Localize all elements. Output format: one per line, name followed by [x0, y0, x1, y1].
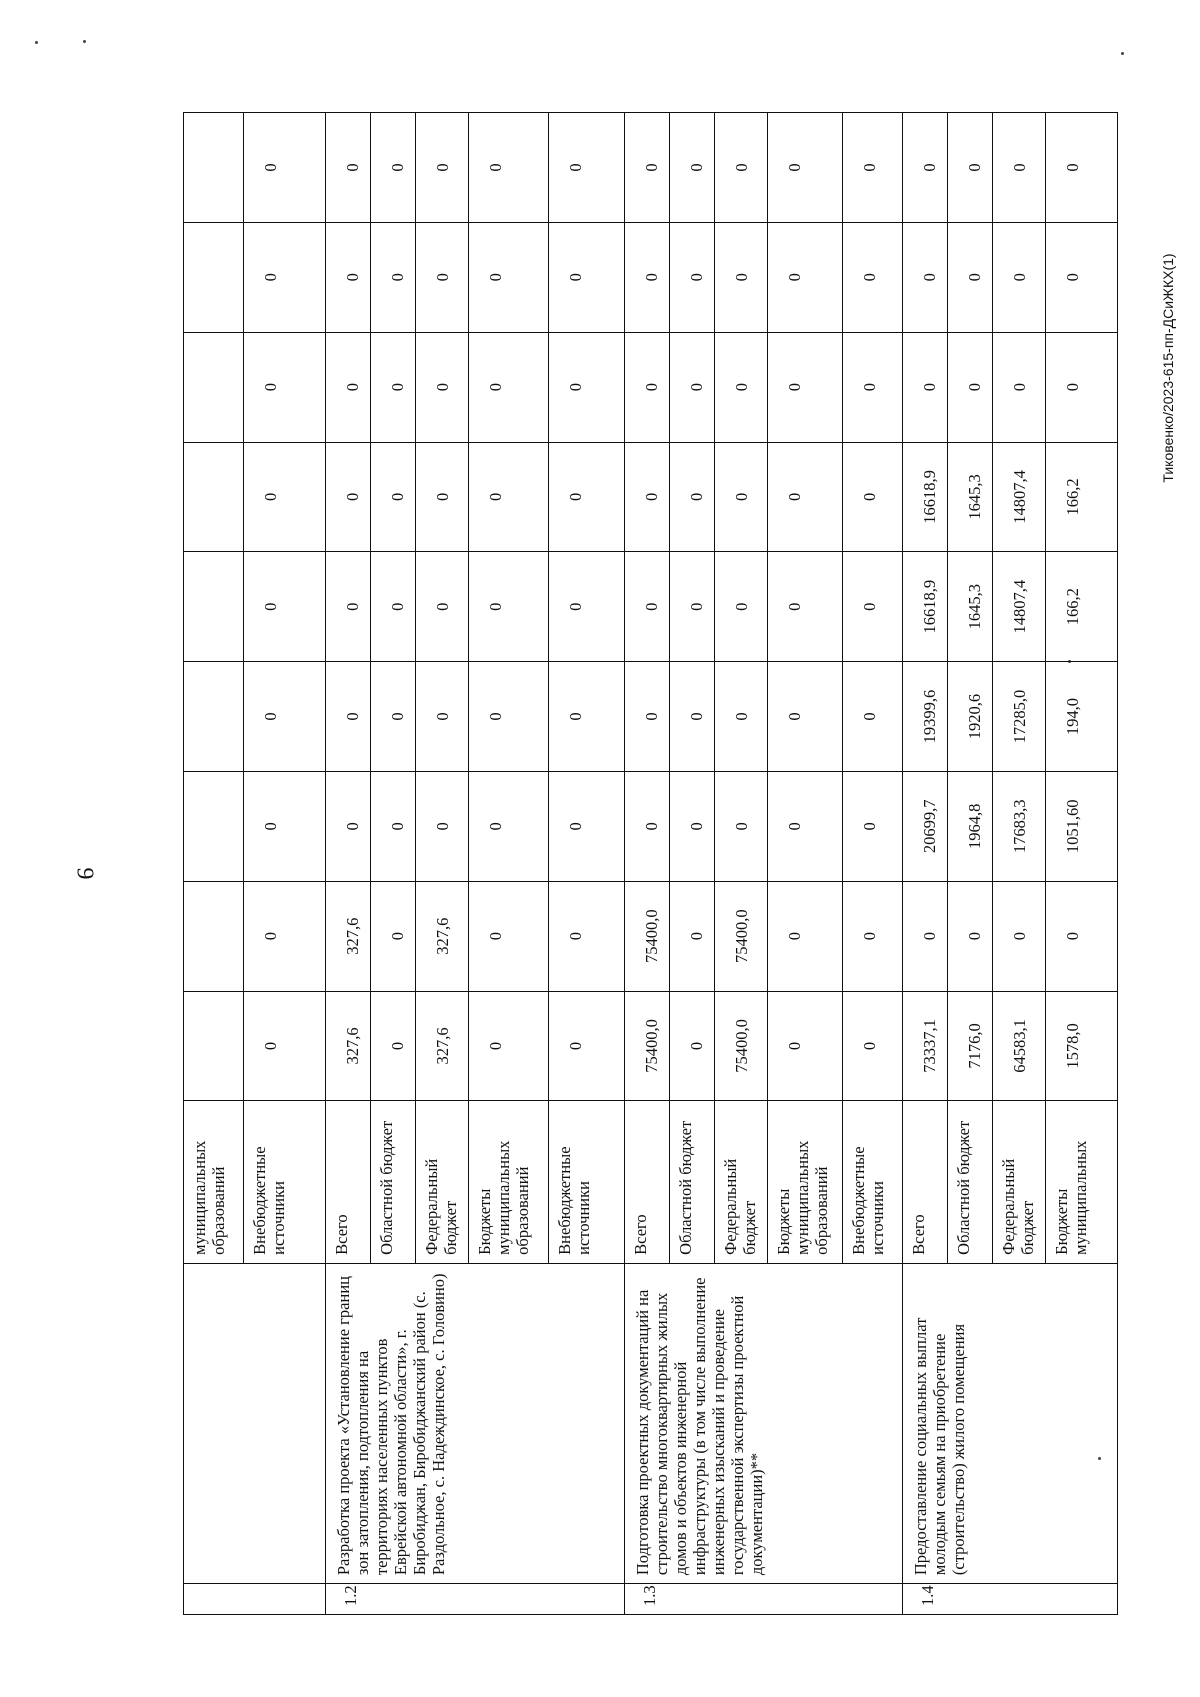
- value-cell: 0: [468, 442, 548, 552]
- value-cell: 0: [947, 881, 992, 991]
- value-cell: 0: [468, 113, 548, 223]
- value-cell: 0: [244, 332, 326, 442]
- funding-source-cell: Всего: [624, 1101, 669, 1263]
- value-cell: 0: [548, 771, 624, 881]
- value-cell: 0: [548, 881, 624, 991]
- value-cell: 0: [326, 442, 371, 552]
- value-cell: 0: [842, 552, 902, 662]
- value-cell: 0: [548, 222, 624, 332]
- funding-source-cell: Областной бюджет: [371, 1101, 416, 1263]
- value-cell: 0: [624, 113, 669, 223]
- value-cell: 0: [842, 662, 902, 772]
- value-cell: 0: [714, 332, 767, 442]
- scan-speck: [1121, 52, 1124, 55]
- value-cell: 0: [468, 662, 548, 772]
- value-cell: 1920,6: [947, 662, 992, 772]
- item-description-cell: Разработка проекта «Установление границ зон затопления, подтопления на территориях населенных пунктов Еврейской автономной области», г. Биробиджан, Биробиджанский район (с. Раздольное, с. Надеждинское, с. Головино): [326, 1263, 625, 1583]
- value-cell: 0: [1045, 332, 1117, 442]
- value-cell: 0: [767, 662, 842, 772]
- value-cell: 0: [842, 222, 902, 332]
- value-cell: 327,6: [415, 991, 468, 1101]
- value-cell: 194,0: [1045, 662, 1117, 772]
- value-cell: 0: [326, 113, 371, 223]
- value-cell: 1051,60: [1045, 771, 1117, 881]
- value-cell: 0: [714, 222, 767, 332]
- funding-source-cell: Внебюджетные источники: [244, 1101, 326, 1263]
- value-cell: 166,2: [1045, 442, 1117, 552]
- funding-source-cell: Федеральный бюджет: [992, 1101, 1045, 1263]
- value-cell: 327,6: [326, 881, 371, 991]
- funding-source-cell: Федеральный бюджет: [714, 1101, 767, 1263]
- value-cell: 0: [767, 552, 842, 662]
- value-cell: 0: [669, 113, 714, 223]
- value-cell: 0: [468, 222, 548, 332]
- value-cell: 0: [468, 991, 548, 1101]
- table-row: [184, 113, 244, 1615]
- value-cell: 0: [714, 662, 767, 772]
- value-cell: 0: [624, 332, 669, 442]
- value-cell: 0: [947, 113, 992, 223]
- value-cell: 0: [371, 332, 416, 442]
- item-description-cell: Подготовка проектных документаций на строительство многоквартирных жилых домов и объектов инженерной инфраструктуры (в том числе выполнение инженерных изысканий и проведение государственной экспертизы проектной документации)**: [624, 1263, 902, 1583]
- value-cell: 1578,0: [1045, 991, 1117, 1101]
- value-cell: 0: [326, 662, 371, 772]
- value-cell: 0: [244, 881, 326, 991]
- value-cell: [184, 113, 244, 223]
- funding-source-cell: Внебюджетные источники: [842, 1101, 902, 1263]
- table-row: [624, 113, 669, 1615]
- funding-source-cell: Областной бюджет: [947, 1101, 992, 1263]
- value-cell: [184, 662, 244, 772]
- item-number-cell: 1.4: [902, 1584, 1117, 1615]
- funding-source-cell: Бюджеты муниципальных образований: [468, 1101, 548, 1263]
- value-cell: 17285,0: [992, 662, 1045, 772]
- value-cell: [184, 222, 244, 332]
- value-cell: 0: [624, 442, 669, 552]
- value-cell: 16618,9: [902, 552, 947, 662]
- table-row: [902, 113, 947, 1615]
- value-cell: [184, 442, 244, 552]
- value-cell: 0: [548, 442, 624, 552]
- value-cell: 0: [992, 881, 1045, 991]
- value-cell: 0: [244, 662, 326, 772]
- footer-code: Тиковенко/2023-615-пп-ДСиЖКХ(1): [1160, 253, 1176, 483]
- value-cell: 17683,3: [992, 771, 1045, 881]
- value-cell: 0: [415, 113, 468, 223]
- table-row: [326, 113, 371, 1615]
- funding-source-cell: Бюджеты муниципальных: [1045, 1101, 1117, 1263]
- scan-speck: [83, 40, 86, 43]
- value-cell: 0: [371, 552, 416, 662]
- item-number-cell: 1.3: [624, 1584, 902, 1615]
- scan-speck: [35, 41, 38, 44]
- value-cell: [184, 771, 244, 881]
- value-cell: 75400,0: [714, 991, 767, 1101]
- value-cell: [184, 552, 244, 662]
- value-cell: 0: [326, 332, 371, 442]
- value-cell: 0: [415, 332, 468, 442]
- value-cell: 0: [624, 662, 669, 772]
- value-cell: 0: [326, 222, 371, 332]
- value-cell: 0: [669, 552, 714, 662]
- value-cell: 14807,4: [992, 442, 1045, 552]
- value-cell: [184, 881, 244, 991]
- value-cell: 166,2: [1045, 552, 1117, 662]
- value-cell: 0: [992, 332, 1045, 442]
- value-cell: 0: [548, 662, 624, 772]
- value-cell: 0: [669, 222, 714, 332]
- value-cell: 0: [548, 332, 624, 442]
- value-cell: 19399,6: [902, 662, 947, 772]
- value-cell: 327,6: [415, 881, 468, 991]
- value-cell: 0: [902, 332, 947, 442]
- item-number-cell: 1.2: [326, 1584, 625, 1615]
- value-cell: 0: [415, 771, 468, 881]
- funding-source-cell: Всего: [326, 1101, 371, 1263]
- item-number-cell: [184, 1584, 326, 1615]
- value-cell: 0: [468, 552, 548, 662]
- value-cell: 75400,0: [624, 991, 669, 1101]
- value-cell: 0: [371, 442, 416, 552]
- funding-source-cell: Всего: [902, 1101, 947, 1263]
- value-cell: 0: [244, 113, 326, 223]
- value-cell: 0: [624, 552, 669, 662]
- value-cell: 0: [548, 552, 624, 662]
- funding-source-cell: муниципальных образований: [184, 1101, 244, 1263]
- value-cell: 0: [992, 222, 1045, 332]
- value-cell: 0: [244, 991, 326, 1101]
- value-cell: 0: [371, 222, 416, 332]
- value-cell: 0: [669, 442, 714, 552]
- value-cell: 0: [468, 881, 548, 991]
- value-cell: 0: [415, 222, 468, 332]
- value-cell: 16618,9: [902, 442, 947, 552]
- value-cell: 0: [548, 991, 624, 1101]
- item-description-cell: [184, 1263, 326, 1583]
- value-cell: 73337,1: [902, 991, 947, 1101]
- budget-table-container: [183, 112, 1114, 1615]
- value-cell: 7176,0: [947, 991, 992, 1101]
- funding-source-cell: Внебюджетные источники: [548, 1101, 624, 1263]
- page-number: 9: [71, 867, 98, 880]
- value-cell: 0: [767, 222, 842, 332]
- value-cell: 64583,1: [992, 991, 1045, 1101]
- value-cell: 0: [947, 222, 992, 332]
- funding-source-cell: Областной бюджет: [669, 1101, 714, 1263]
- value-cell: 20699,7: [902, 771, 947, 881]
- value-cell: 0: [714, 552, 767, 662]
- value-cell: 0: [244, 771, 326, 881]
- value-cell: 327,6: [326, 991, 371, 1101]
- item-description-cell: Предоставление социальных выплат молодым семьям на приобретение (строительство) жилого помещения: [902, 1263, 1117, 1583]
- value-cell: 1645,3: [947, 442, 992, 552]
- value-cell: 75400,0: [714, 881, 767, 991]
- value-cell: [184, 332, 244, 442]
- value-cell: 0: [371, 991, 416, 1101]
- value-cell: 0: [767, 881, 842, 991]
- value-cell: 0: [669, 991, 714, 1101]
- value-cell: 0: [842, 442, 902, 552]
- value-cell: 0: [767, 332, 842, 442]
- value-cell: 0: [371, 771, 416, 881]
- funding-source-cell: Федеральный бюджет: [415, 1101, 468, 1263]
- value-cell: 0: [767, 771, 842, 881]
- value-cell: 0: [767, 991, 842, 1101]
- value-cell: 1964,8: [947, 771, 992, 881]
- value-cell: 0: [244, 552, 326, 662]
- value-cell: [184, 991, 244, 1101]
- value-cell: 0: [714, 113, 767, 223]
- value-cell: 0: [714, 771, 767, 881]
- value-cell: 0: [669, 771, 714, 881]
- value-cell: 0: [902, 881, 947, 991]
- value-cell: 0: [326, 771, 371, 881]
- value-cell: 0: [669, 881, 714, 991]
- value-cell: 0: [371, 881, 416, 991]
- value-cell: 0: [947, 332, 992, 442]
- value-cell: 1645,3: [947, 552, 992, 662]
- value-cell: 0: [415, 552, 468, 662]
- value-cell: 0: [415, 662, 468, 772]
- value-cell: 0: [1045, 881, 1117, 991]
- value-cell: 0: [548, 113, 624, 223]
- value-cell: 0: [1045, 222, 1117, 332]
- budget-table: [183, 112, 1118, 1615]
- value-cell: 0: [244, 442, 326, 552]
- value-cell: 0: [992, 113, 1045, 223]
- value-cell: 14807,4: [992, 552, 1045, 662]
- value-cell: 0: [714, 442, 767, 552]
- value-cell: 0: [415, 442, 468, 552]
- value-cell: 0: [902, 113, 947, 223]
- value-cell: 0: [371, 662, 416, 772]
- value-cell: 0: [842, 332, 902, 442]
- value-cell: 0: [767, 442, 842, 552]
- value-cell: 0: [842, 771, 902, 881]
- value-cell: 0: [902, 222, 947, 332]
- value-cell: 0: [326, 552, 371, 662]
- value-cell: 0: [371, 113, 416, 223]
- value-cell: 0: [624, 771, 669, 881]
- value-cell: 0: [624, 222, 669, 332]
- value-cell: 0: [842, 113, 902, 223]
- value-cell: 0: [842, 881, 902, 991]
- value-cell: 0: [669, 662, 714, 772]
- funding-source-cell: Бюджеты муниципальных образований: [767, 1101, 842, 1263]
- value-cell: 0: [468, 332, 548, 442]
- value-cell: 0: [244, 222, 326, 332]
- value-cell: 75400,0: [624, 881, 669, 991]
- value-cell: 0: [842, 991, 902, 1101]
- value-cell: 0: [669, 332, 714, 442]
- value-cell: 0: [468, 771, 548, 881]
- value-cell: 0: [767, 113, 842, 223]
- value-cell: 0: [1045, 113, 1117, 223]
